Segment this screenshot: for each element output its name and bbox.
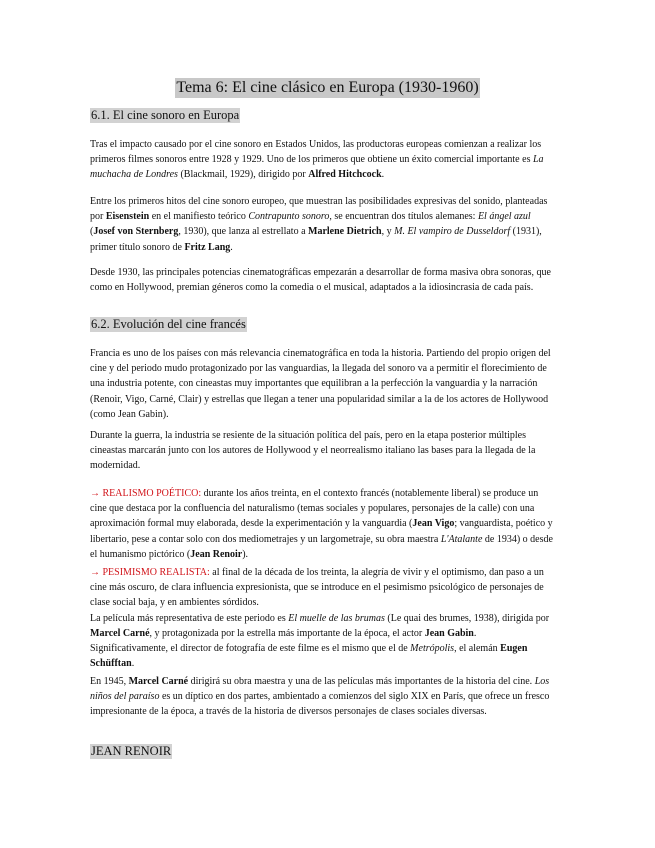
italic-run: L'Atalante — [440, 533, 483, 545]
paragraph-sonoro-hitos — [90, 194, 554, 255]
text-run: En 1945, — [90, 676, 129, 687]
italic-run: Contrapunto sonoro — [248, 211, 330, 223]
text-run: al final de la década de los treinta, la alegría de vivir y el optimismo, dan paso a un cine más oscuro, de clara influencia expresionista, que se introduce en el pesimismo psicológico de personajes de clase social baja, y en ambientes sórdidos. — [90, 567, 544, 609]
paragraph-sonoro-intro — [90, 137, 554, 183]
text-run: (1931), primer título sonoro de — [90, 226, 542, 253]
text-run: , 1930), que lanza al estrellato a — [178, 226, 309, 238]
text-run: dirigirá su obra maestra y una de las películas más importantes de la historia del cine. — [188, 676, 535, 687]
paragraph-sonoro-potencias — [90, 265, 554, 295]
bold-run: Alfred Hitchcock — [308, 169, 382, 181]
italic-run: M. El vampiro de Dusseldorf — [394, 226, 511, 238]
page-title: Tema 6: El cine clásico en Europa (1930-1960) — [176, 79, 479, 96]
text-run: es un díptico en dos partes, ambientado a comienzos del siglo XIX en París, que ofrece un fresco impresionante de la época, a través de la historia de diversos personajes de clases sociales diversas. — [90, 691, 550, 718]
text-run: durante los años treinta, en el contexto francés (notablemente liberal) se produce un cine que destaca por la confluencia del naturalismo (temas sociales y populares, personajes de la calle) con una aproximación formal muy elaborada, desde la experimentación y la vanguardia ( — [90, 488, 539, 530]
bold-run: Josef von Sternberg — [93, 226, 179, 238]
text-run: La película más representativa de este periodo es — [90, 612, 289, 624]
paragraph-carne-1945 — [90, 674, 554, 720]
italic-run: El ángel azul — [477, 211, 531, 223]
bold-run: Marcel Carné — [90, 627, 150, 639]
italic-run: Los niños del paraíso — [90, 676, 550, 703]
text-run: ). — [242, 548, 249, 560]
paragraph-frances-guerra — [90, 428, 554, 474]
text-run: . — [131, 658, 135, 670]
text-run: , y — [381, 226, 395, 238]
text-run: , el alemán — [454, 643, 501, 655]
bold-run: Jean Renoir — [190, 548, 243, 560]
paragraph-realismo-poetico — [90, 486, 554, 562]
text-run: ; vanguardista, poético y libertario, pese a contar solo con dos mediometrajes y un largometraje, su obra maestra — [90, 518, 553, 545]
text-run: ( — [90, 226, 94, 238]
bold-run: Eugen Schüfftan — [90, 643, 528, 670]
text-run: de 1934) o desde el humanismo pictórico ( — [90, 533, 553, 560]
text-run: , y protagonizada por la estrella más importante de la época, el actor — [149, 627, 425, 639]
bold-run: Jean Gabin — [424, 627, 474, 639]
text-run: en el manifiesto teórico — [149, 211, 249, 223]
text-run: . — [230, 241, 233, 253]
text-run: Desde 1930, las principales potencias cinematográficas empezarán a desarrollar de forma masiva obra sonoras, que como en Hollywood, premian géneros como la comedia o el musical, adaptados a la idiosincrasia de cada país. — [90, 267, 551, 294]
red-label-run: → PESIMISMO REALISTA: — [90, 567, 210, 578]
text-run: Francia es uno de los países con más relevancia cinematográfica en toda la historia. Partiendo del propio origen del cine y del periodo mudo protagonizado por las vanguardias, la llegada del sonoro va a permitir el florecimiento de una industria potente, con cineastas muy importantes que equilibran a la perfección la vanguardia y la narración (Renoir, Vigo, Carné, Clair) y estrellas que llegan a tener una popularidad similar a la de los actores de Hollywood (como Jean Gabin). — [90, 348, 551, 420]
text-run: . — [381, 169, 385, 181]
italic-run: El muelle de las brumas — [288, 612, 385, 624]
italic-run: Metrópolis — [410, 643, 455, 655]
paragraph-frances-intro — [90, 346, 554, 422]
text-run: . Significativamente, el director de fotografía de este filme es el mismo que el de — [90, 627, 477, 655]
text-run: , se encuentran dos títulos alemanes: — [329, 211, 478, 223]
text-run: Durante la guerra, la industria se resiente de la situación política del país, pero en la etapa posterior múltiples cineastas marcarán junto con los autores de Hollywood y el neorrealismo italiano las bases para la llegada de la modernidad. — [90, 430, 536, 472]
text-run: Tras el impacto causado por el cine sonoro en Estados Unidos, las productoras europeas comienzan a realizar los primeros filmes sonoros entre 1928 y 1929. Uno de los primeros que obtiene un éxito comercial importante es — [90, 139, 542, 166]
section-heading-6-2: 6.2. Evolución del cine francés — [91, 317, 246, 331]
paragraph-pesimismo-realista — [90, 565, 554, 671]
bold-run: Fritz Lang — [184, 241, 231, 253]
bold-run: Eisenstein — [105, 211, 150, 223]
red-label-run: → REALISMO POÉTICO: — [90, 488, 202, 499]
italic-run: La muchacha de Londres — [90, 154, 544, 181]
section-heading-6-1: 6.1. El cine sonoro en Europa — [91, 108, 240, 122]
text-run: (Le quai des brumes, 1938), dirigida por — [384, 612, 550, 624]
bold-run: Jean Vigo — [412, 518, 455, 530]
section-heading-jean-renoir: JEAN RENOIR — [91, 744, 172, 758]
text-run: Entre los primeros hitos del cine sonoro europeo, que muestran las posibilidades expresivas del sonido, planteadas por — [90, 196, 548, 223]
title-wrap — [0, 78, 655, 98]
bold-run: Marlene Dietrich — [308, 226, 382, 238]
bold-run: Marcel Carné — [128, 676, 189, 687]
text-run: (Blackmail, 1929), dirigido por — [177, 169, 309, 181]
